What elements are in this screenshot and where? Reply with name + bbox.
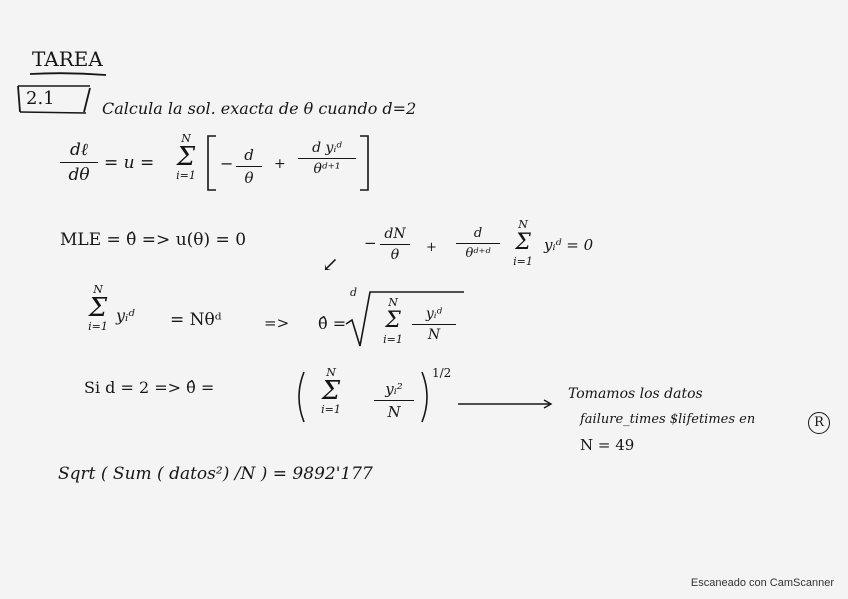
sum-step-theta-hat: θ̂ = [318, 314, 347, 333]
mle-eq-tail: yᵢᵈ = 0 [544, 236, 594, 254]
section-number: 2.1 [26, 88, 55, 109]
title: TAREA [32, 47, 103, 71]
task-statement: Calcula la sol. exacta de θ cuando d=2 [102, 99, 417, 118]
derivative-term1: d θ [236, 146, 262, 187]
si-step-fraction: yᵢ² N [374, 380, 414, 421]
derivative-sum: N Σ i=1 [176, 132, 196, 182]
sum-step-implies: => [264, 314, 290, 332]
si-step-label: Si d = 2 => θ̂ = [84, 378, 215, 397]
derivative-eq: = u = [104, 153, 155, 173]
si-step-power: 1/2 [432, 366, 452, 380]
mle-eq-sum: N Σ i=1 [513, 218, 533, 268]
sum-step-rhs: = Nθᵈ [170, 310, 222, 330]
scanner-watermark: Escaneado con CamScanner [690, 577, 834, 589]
mle-arrow: ↙ [322, 252, 339, 276]
root-sum: N Σ i=1 [383, 296, 403, 346]
mle-statement: MLE = θ̂ => u(θ) = 0 [60, 230, 247, 250]
mle-eq-plus: + [426, 240, 437, 255]
mle-eq-minus: − [364, 234, 377, 252]
mle-eq-term1: dN θ [380, 226, 410, 263]
r-badge-label: R [814, 415, 824, 430]
si-step-sum: N Σ i=1 [321, 366, 341, 416]
right-bracket [358, 134, 372, 192]
title-underline [28, 70, 108, 78]
derivative-lhs: dℓ dθ [60, 140, 98, 185]
derivative-plus: + [274, 156, 286, 172]
derivative-term2: d yᵢᵈ θᵈ⁺¹ [298, 140, 356, 177]
derivative-minus: − [220, 154, 234, 173]
note-arrow [456, 398, 556, 410]
result-line: Sqrt ( Sum ( datos²) /N ) = 9892'177 [58, 464, 373, 484]
note-line1: Tomamos los datos [568, 386, 703, 402]
mle-eq-term2: d θᵈ⁺ᵈ [456, 226, 500, 261]
root-index: d [350, 286, 358, 299]
sum-step-lhs: yᵢᵈ [116, 306, 135, 325]
note-line2: failure_times $lifetimes en [580, 412, 756, 427]
root-fraction: yᵢᵈ N [412, 306, 456, 343]
left-bracket [204, 134, 218, 192]
sum-step-sum: N Σ i=1 [88, 283, 108, 333]
note-line3: N = 49 [580, 436, 635, 454]
si-paren-left [292, 370, 306, 424]
r-badge [808, 412, 830, 434]
